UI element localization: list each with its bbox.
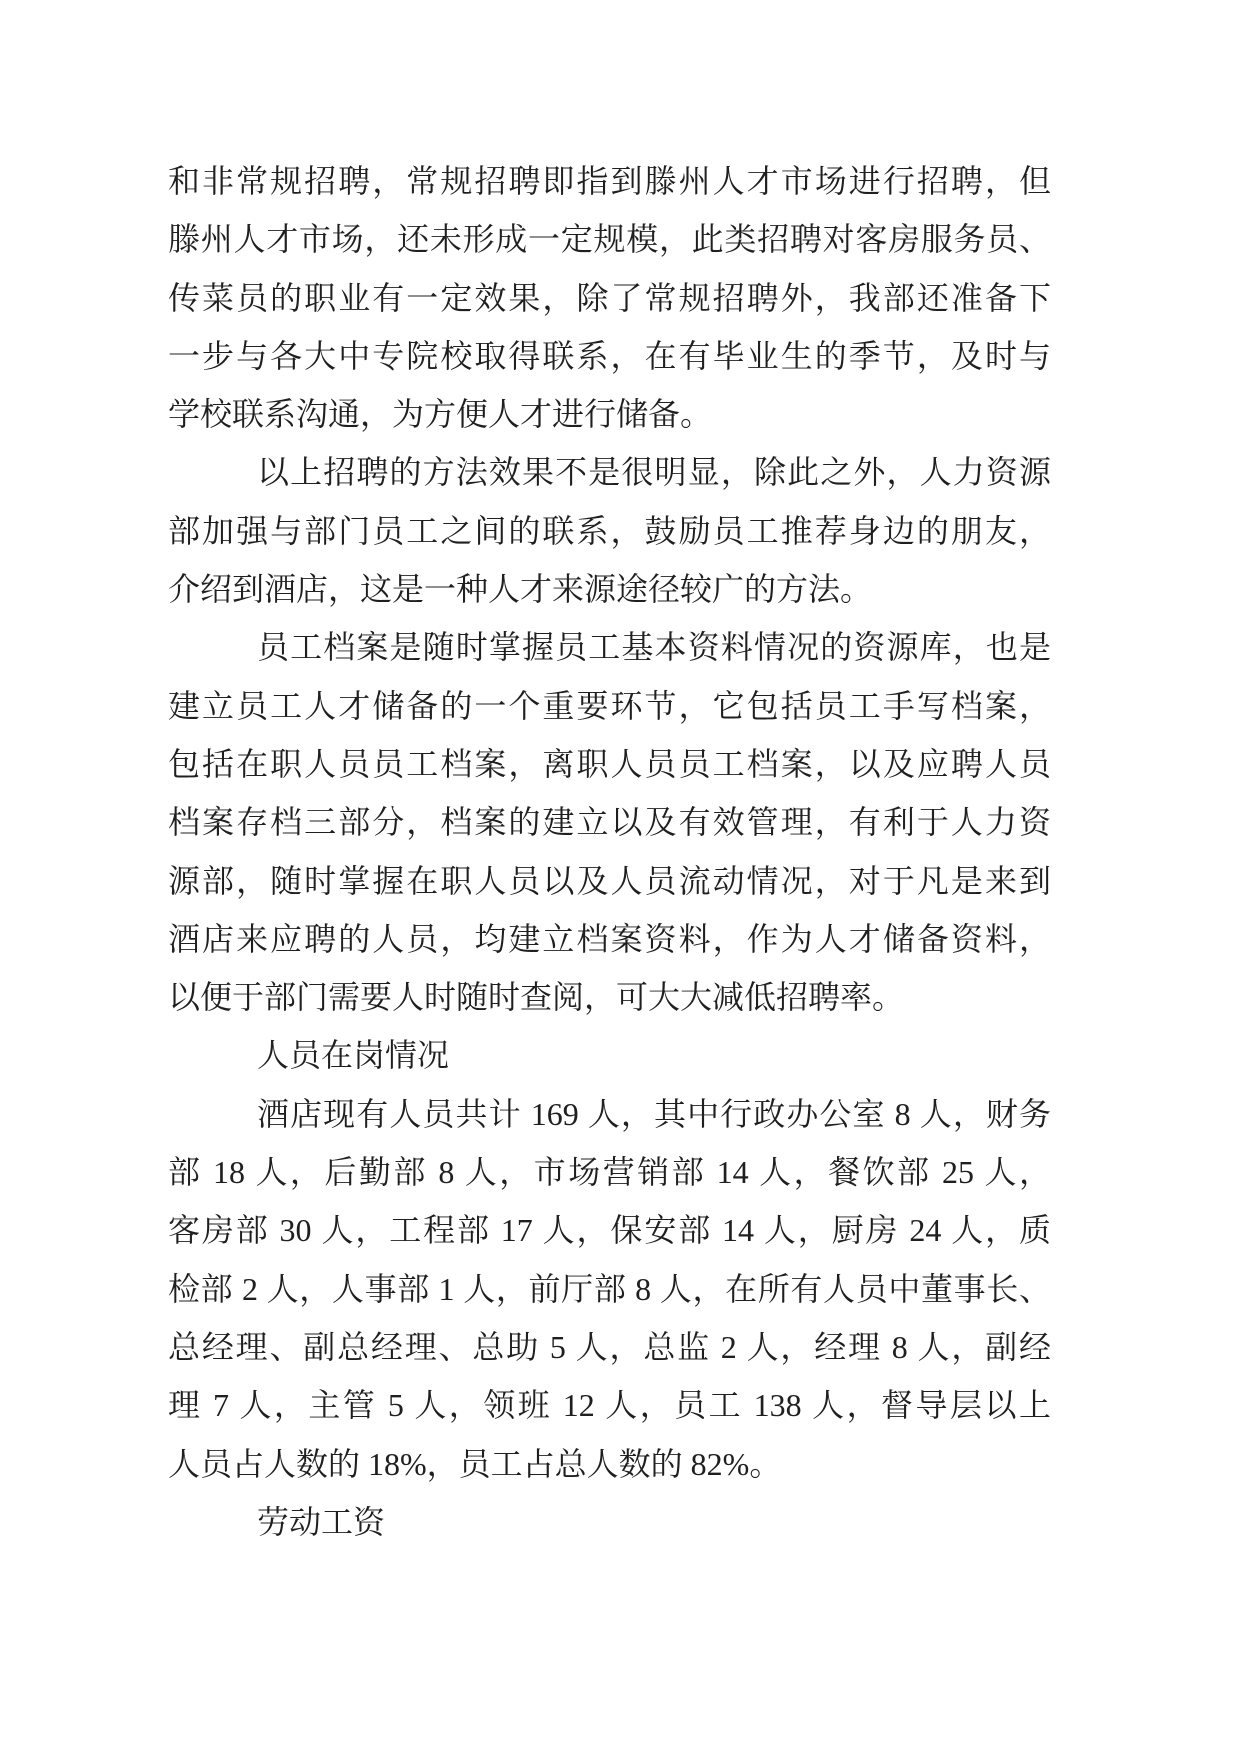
paragraph-referral-method [168,443,1051,618]
text-line: 部 18 人，后勤部 8 人，市场营销部 14 人，餐饮部 25 人， [168,1154,1051,1191]
text-line: 人员占人数的 18%，员工占总人数的 82%。 [168,1445,782,1482]
text-line: 理 7 人，主管 5 人，领班 12 人，员工 138 人，督导层以上 [168,1387,1051,1424]
text-line: 酒店来应聘的人员，均建立档案资料，作为人才储备资料， [168,920,1051,957]
text-line: 部加强与部门员工之间的联系，鼓励员工推荐身边的朋友， [168,512,1051,549]
text-line: 学校联系沟通，为方便人才进行储备。 [168,396,713,433]
document-body [168,152,1051,1551]
text-line: 酒店现有人员共计 169 人，其中行政办公室 8 人，财务 [257,1095,1051,1132]
text-line: 以上招聘的方法效果不是很明显，除此之外，人力资源 [257,454,1051,491]
text-line: 滕州人才市场，还未形成一定规模，此类招聘对客房服务员、 [168,221,1051,258]
text-line: 总经理、副总经理、总助 5 人，总监 2 人，经理 8 人，副经 [168,1328,1051,1365]
text-line: 客房部 30 人，工程部 17 人，保安部 14 人，厨房 24 人，质 [168,1212,1051,1249]
section-heading: 人员在岗情况 [257,1037,450,1074]
paragraph-staffing-statistics [168,1085,1051,1493]
text-line: 传菜员的职业有一定效果，除了常规招聘外，我部还准备下 [168,279,1051,316]
text-line: 以便于部门需要人时随时查阅，可大大减低招聘率。 [168,979,905,1016]
text-line: 建立员工人才储备的一个重要环节，它包括员工手写档案， [168,687,1051,724]
heading-labor-wages [168,1493,1051,1551]
text-line: 源部，随时掌握在职人员以及人员流动情况，对于凡是来到 [168,862,1051,899]
section-heading: 劳动工资 [257,1503,386,1540]
paragraph-employee-archives [168,618,1051,1026]
heading-staffing-status [168,1026,1051,1084]
text-line: 档案存档三部分，档案的建立以及有效管理，有利于人力资 [168,804,1051,841]
text-line: 员工档案是随时掌握员工基本资料情况的资源库，也是 [257,629,1051,666]
text-line: 包括在职人员员工档案，离职人员员工档案，以及应聘人员 [168,745,1051,782]
text-line: 和非常规招聘，常规招聘即指到滕州人才市场进行招聘，但 [168,163,1051,199]
text-line: 检部 2 人，人事部 1 人，前厅部 8 人，在所有人员中董事长、 [168,1270,1051,1307]
text-line: 介绍到酒店，这是一种人才来源途径较广的方法。 [168,571,873,608]
paragraph-recruitment-continued [168,152,1051,443]
text-line: 一步与各大中专院校取得联系，在有毕业生的季节，及时与 [168,337,1051,374]
